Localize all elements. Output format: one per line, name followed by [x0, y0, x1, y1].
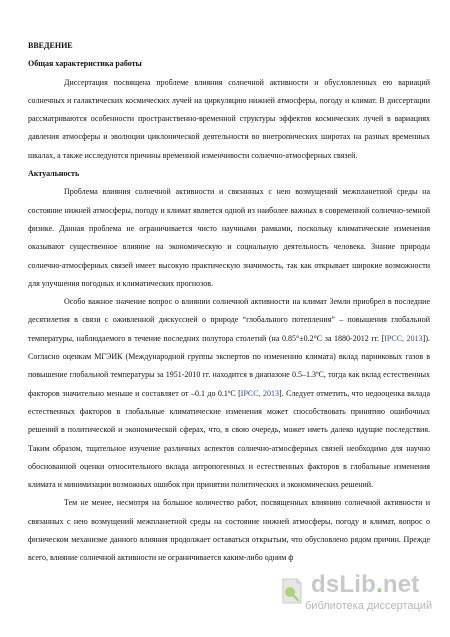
paragraph-3 — [28, 293, 430, 494]
dslib-brand: dsLib.net — [311, 571, 420, 598]
paragraph-3-part-b: ]). Согласно оценкам МГЭИК (Международной группы экспертов по изменению климата) вклад парниковых газов в повышение глобальной температуры за 1951-2010 гг. находится в диапазоне 0.5–1.3ºС, тогда как вклад естественных факторов значительно меньше и составляет от –0.1 до 0.1ºС [ — [28, 333, 430, 398]
section-heading-relevance: Актуальность — [28, 169, 80, 179]
paragraph-3-part-c: ]. Следует отметить, что недооценка вклада естественных факторов в глобальные климатические изменения может способствовать принятию ошибочных решений в политической и экономической сферах, что, в свою очередь, может иметь далеко идущие последствия. Таким образом, тщательное изучение различных аспектов солнечно-атмосферных связей необходимо для научно обоснованной оценки относительного вклада антропогенных и естественных факторов в глобальные изменения климата и минимизации возможных ошибок при принятии политических и экономических решений. — [28, 388, 430, 490]
dslib-watermark — [277, 571, 442, 615]
paragraph-2: Проблема влияния солнечной активности и связанных с нею возмущений межпланетной среды на состояние нижней атмосферы, погоду и климат является одной из наиболее важных в современной солнечно-земной физике. Данная проблема не ограничивается чисто научными рамками, поскольку климатические изменения оказывают существенное влияние на экономическую и социальную деятельность человека. Знание природы солнечно-атмосферных связей имеет высокую практическую значимость, так как открывает широкие возможности для улучшения погодных и климатических прогнозов. — [28, 187, 430, 288]
document-title: ВВЕДЕНИЕ — [28, 41, 73, 50]
document-page — [28, 37, 430, 568]
citation-link-1[interactable]: IPCC, 2013 — [384, 333, 423, 343]
paragraph-4: Тем не менее, несмотря на большое количество работ, посвященных влиянию солнечной активности и связанных с нею возмущений межпланетной среды на состояние нижней атмосферы, погоду и климат, вопрос о физическом механизме данного влияния продолжает оставаться открытым, что обусловлено рядом причин. Прежде всего, влияние солнечной активности не ограничивается каким-либо одним ф — [28, 498, 430, 563]
paragraph-1: Диссертация посвящена проблеме влияния солнечной активности и обусловленных ею вариаций солнечных и галактических космических лучей на циркуляцию нижней атмосферы, погоду и климат. В диссертации рассматриваются особенности пространственно-временной структуры эффектов космических лучей в вариациях давления атмосферы и эволюции циклонической деятельности во внетропических широтах на разных временных шкалах, а также исследуются причины временной изменчивости солнечно-атмосферных связей. — [28, 77, 430, 160]
dslib-logo-icon — [277, 575, 305, 607]
dslib-subtitle: библиотека диссертаций — [305, 600, 433, 612]
paragraph-3-part-a: Особо важное значение вопрос о влиянии солнечной активности на климат Земли приобрел в последние десятилетия в связи с оживленной дискуссией о природе “глобального потепления” – повышения глобальной температуры, наблюдаемого в течение последних полутора столетий (на 0.85°±0.2°С за 1880-2012 гг. [ — [28, 297, 430, 343]
citation-link-2[interactable]: IPCC, 2013 — [240, 388, 280, 398]
section-heading-general: Общая характеристика работы — [28, 59, 142, 69]
